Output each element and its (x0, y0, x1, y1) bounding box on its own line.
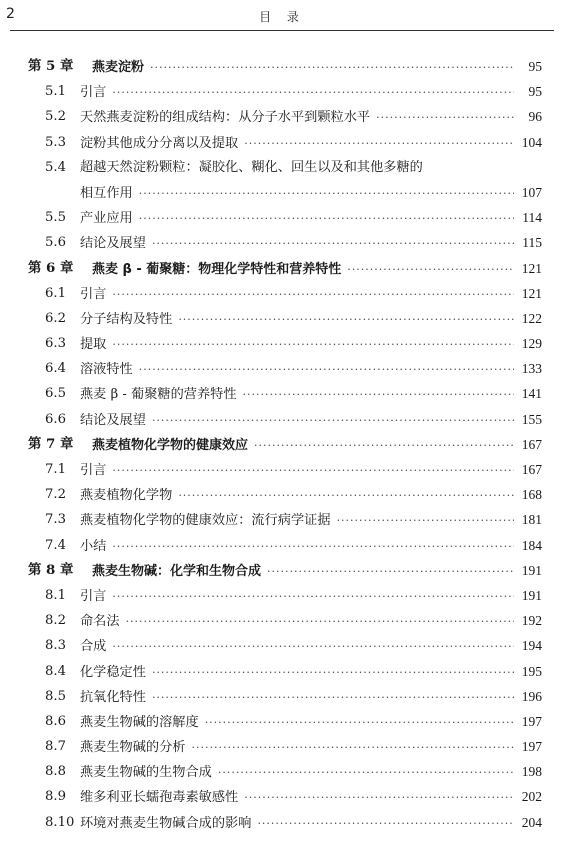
toc-chapter-row[interactable] (0, 558, 564, 583)
toc-entry-title: 燕麦 β - 葡聚糖：物理化学特性和营养特性 (92, 261, 342, 277)
toc-section-row[interactable] (0, 281, 564, 306)
toc-dot-leader (139, 181, 514, 206)
running-title: 目 录 (259, 10, 305, 24)
toc-page-number: 96 (528, 109, 542, 125)
toc-section-row[interactable] (0, 810, 564, 835)
toc-dot-leader (178, 307, 514, 332)
toc-entry-number: 第 8 章 (28, 561, 74, 578)
toc-entry-title: 燕麦植物化学物的健康效应 (92, 437, 249, 453)
toc-page-number: 196 (521, 688, 542, 704)
toc-entry-line (80, 533, 542, 559)
toc-page-number: 114 (522, 210, 542, 226)
toc-entry-line (80, 810, 542, 836)
toc-page-number: 191 (521, 562, 542, 578)
toc-page-number: 129 (521, 336, 542, 352)
toc-page-number: 204 (521, 814, 542, 830)
toc-section-row[interactable] (0, 507, 564, 532)
toc-entry-line (80, 281, 542, 307)
toc-dot-leader (139, 357, 514, 382)
toc-entry-title: 溶液特性 (80, 362, 133, 378)
toc-section-row[interactable] (0, 407, 564, 432)
toc-page-number: 107 (521, 184, 542, 200)
toc-entry-title: 引言 (80, 286, 107, 302)
toc-entry-number: 6.2 (45, 310, 66, 326)
toc-section-row[interactable] (0, 180, 564, 205)
toc-dot-leader (112, 282, 514, 307)
toc-section-row[interactable] (0, 381, 564, 406)
toc-entry-line (80, 306, 542, 332)
toc-entry-title: 维多利亚长蠕孢毒素敏感性 (80, 790, 239, 806)
toc-page-number: 197 (521, 713, 542, 729)
toc-entry-title: 燕麦生物碱的分析 (80, 740, 186, 756)
toc-section-row[interactable] (0, 130, 564, 155)
toc-entry-title: 结论及展望 (80, 412, 146, 428)
toc-entry-number: 第 6 章 (28, 259, 74, 276)
toc-entry-number: 第 7 章 (28, 435, 74, 452)
toc-page-number: 197 (521, 739, 542, 755)
toc-entry-title: 燕麦植物化学物 (80, 488, 173, 504)
toc-page-number: 141 (521, 386, 542, 402)
toc-dot-leader (192, 735, 515, 760)
toc-page-number: 195 (521, 663, 542, 679)
toc-dot-leader (152, 231, 514, 256)
toc-entry-line (80, 633, 542, 659)
toc-entry-line (80, 659, 542, 685)
toc-entry-line (80, 205, 542, 231)
toc-chapter-row[interactable] (0, 54, 564, 79)
toc-entry-line (80, 709, 542, 735)
toc-dot-leader (244, 785, 514, 810)
toc-entry-line (80, 331, 542, 357)
toc-entry-line (80, 457, 542, 483)
toc-section-row[interactable] (0, 633, 564, 658)
toc-entry-line (80, 759, 542, 785)
toc-section-row[interactable] (0, 533, 564, 558)
toc-entry-number: 第 5 章 (28, 58, 74, 74)
toc-entry-number: 6.4 (45, 361, 66, 377)
toc-section-row[interactable] (0, 155, 564, 180)
toc-entry-number: 5.3 (45, 134, 66, 150)
toc-entry-number: 5.6 (45, 235, 66, 251)
header-rule (10, 30, 554, 31)
toc-entry-line (92, 558, 542, 584)
toc-entry-line (92, 54, 542, 80)
toc-entry-title: 命名法 (80, 614, 120, 630)
toc-entry-line (80, 734, 542, 760)
toc-entry-number: 8.2 (45, 613, 66, 629)
toc-section-row[interactable] (0, 784, 564, 809)
toc-entry-title: 提取 (80, 337, 107, 353)
toc-dot-leader (178, 483, 514, 508)
toc-section-row[interactable] (0, 684, 564, 709)
toc-dot-leader (112, 458, 514, 483)
toc-entry-title: 燕麦植物化学物的健康效应：流行病学证据 (80, 513, 331, 529)
toc-page-number: 115 (522, 235, 542, 251)
toc-section-row[interactable] (0, 734, 564, 759)
toc-entry-number: 7.2 (45, 487, 66, 503)
toc-entry-title: 抗氧化特性 (80, 689, 146, 705)
toc-dot-leader (112, 80, 514, 105)
toc-entry-number: 8.6 (45, 713, 66, 729)
toc-entry-line (80, 684, 542, 710)
toc-entry-line (80, 407, 542, 433)
toc-entry-number: 8.9 (45, 789, 66, 805)
toc-entry-title: 引言 (80, 85, 107, 101)
toc-dot-leader (150, 55, 514, 80)
toc-entry-title: 相互作用 (80, 185, 133, 201)
toc-section-row[interactable] (0, 230, 564, 255)
toc-dot-leader (112, 634, 514, 659)
toc-page-number: 95 (528, 84, 542, 100)
toc-page-number: 155 (521, 411, 542, 427)
toc-dot-leader (152, 660, 514, 685)
page-number: 2 (6, 6, 15, 22)
toc-page-number: 191 (521, 587, 542, 603)
toc-entry-number: 5.1 (45, 84, 66, 100)
toc-entry-number: 8.5 (45, 688, 66, 704)
toc-dot-leader (376, 105, 514, 130)
toc-section-row[interactable] (0, 104, 564, 129)
toc-entry-title: 燕麦生物碱：化学和生物合成 (92, 563, 262, 579)
toc-dot-leader (112, 534, 514, 559)
toc-dot-leader (347, 257, 514, 282)
toc-entry-line (80, 356, 542, 382)
toc-entry-title: 燕麦生物碱的生物合成 (80, 765, 212, 781)
toc-entry-title: 分子结构及特性 (80, 311, 173, 327)
toc-section-row[interactable] (0, 759, 564, 784)
toc-entry-number: 7.1 (45, 462, 66, 477)
toc-entry-line (80, 507, 542, 533)
toc-entry-number: 5.4 (45, 159, 66, 175)
toc-page-number: 192 (521, 613, 542, 629)
toc-entry-line (80, 583, 542, 609)
toc-entry-line (80, 230, 542, 256)
toc-page-number: 184 (521, 537, 542, 553)
toc-entry-line (80, 381, 542, 407)
toc-entry-number: 8.3 (45, 638, 66, 654)
toc-entry-line (80, 180, 542, 206)
toc-page-number: 168 (521, 487, 542, 503)
toc-dot-leader (254, 433, 514, 458)
toc-page-number: 133 (521, 361, 542, 377)
toc-entry-number: 6.1 (45, 285, 66, 301)
toc-chapter-row[interactable] (0, 256, 564, 281)
toc-section-row[interactable] (0, 608, 564, 633)
toc-entry-title: 引言 (80, 588, 107, 604)
toc-entry-title: 燕麦生物碱的溶解度 (80, 714, 199, 730)
toc-entry-number: 8.4 (45, 663, 66, 679)
toc-entry-number: 6.3 (45, 336, 66, 352)
toc-section-row[interactable] (0, 205, 564, 230)
toc-entry-title: 产业应用 (80, 211, 133, 227)
toc-page-number: 104 (521, 134, 542, 150)
toc-entry-title: 结论及展望 (80, 236, 146, 252)
toc-entry-number: 7.3 (45, 512, 66, 528)
toc-entry-number: 8.10 (45, 814, 75, 830)
toc-entry-line (80, 608, 542, 634)
toc-entry-number: 8.1 (45, 587, 66, 603)
toc-section-row[interactable] (0, 709, 564, 734)
toc-section-row[interactable] (0, 482, 564, 507)
toc-entry-title: 燕麦 β - 葡聚糖的营养特性 (80, 387, 237, 403)
toc-entry-number: 7.4 (45, 537, 66, 553)
toc-page-number: 194 (521, 638, 542, 654)
toc-chapter-row[interactable] (0, 432, 564, 457)
toc-entry-title: 淀粉其他成分分离以及提取 (80, 135, 239, 151)
toc-entry-line (80, 79, 542, 105)
toc-page-number: 167 (521, 436, 542, 452)
toc-section-row[interactable] (0, 583, 564, 608)
toc-entry-line (92, 432, 542, 458)
toc-entry-line (80, 482, 542, 508)
toc-entry-title: 天然燕麦淀粉的组成结构：从分子水平到颗粒水平 (80, 110, 371, 126)
toc-entry-title: 超越天然淀粉颗粒：凝胶化、糊化、回生以及和其他多糖的 (80, 159, 423, 175)
toc-entry-number: 6.5 (45, 386, 66, 402)
toc-page-number: 181 (521, 512, 542, 528)
toc-dot-leader (112, 584, 514, 609)
toc-page-number: 198 (521, 764, 542, 780)
toc-entry-line (80, 784, 542, 810)
toc-section-row[interactable] (0, 356, 564, 381)
toc-entry-number: 8.7 (45, 739, 66, 755)
toc-dot-leader (244, 131, 514, 156)
toc-section-row[interactable] (0, 659, 564, 684)
toc-dot-leader (257, 811, 514, 836)
toc-dot-leader (205, 710, 514, 735)
table-of-contents (0, 54, 564, 835)
toc-section-row[interactable] (0, 331, 564, 356)
toc-dot-leader (152, 685, 514, 710)
toc-page-number: 167 (521, 462, 542, 477)
page-header (0, 0, 564, 38)
toc-entry-title: 化学稳定性 (80, 664, 146, 680)
toc-entry-title: 合成 (80, 639, 107, 655)
toc-dot-leader (218, 760, 514, 785)
toc-dot-leader (243, 382, 514, 407)
toc-entry-line (80, 130, 542, 156)
toc-entry-number: 5.2 (45, 109, 66, 125)
toc-dot-leader (337, 508, 514, 533)
toc-entry-number: 6.6 (45, 411, 66, 427)
toc-section-row[interactable] (0, 79, 564, 104)
toc-dot-leader (267, 559, 514, 584)
toc-page-number: 95 (528, 59, 542, 74)
toc-page-number: 202 (521, 789, 542, 805)
toc-page-number: 121 (521, 260, 542, 276)
toc-entry-line (92, 256, 542, 282)
toc-entry-line (80, 104, 542, 130)
toc-entry-title: 燕麦淀粉 (92, 60, 145, 75)
toc-section-row[interactable] (0, 306, 564, 331)
toc-page-number: 121 (521, 285, 542, 301)
toc-section-row[interactable] (0, 457, 564, 482)
toc-entry-title: 环境对燕麦生物碱合成的影响 (80, 815, 252, 831)
toc-dot-leader (126, 609, 514, 634)
toc-entry-title: 小结 (80, 538, 107, 554)
toc-dot-leader (152, 408, 514, 433)
toc-dot-leader (112, 332, 514, 357)
toc-entry-title: 引言 (80, 463, 107, 478)
toc-entry-number: 5.5 (45, 210, 66, 226)
toc-entry-line (80, 155, 542, 180)
toc-entry-number: 8.8 (45, 764, 66, 780)
toc-page-number: 122 (521, 310, 542, 326)
toc-dot-leader (139, 206, 514, 231)
